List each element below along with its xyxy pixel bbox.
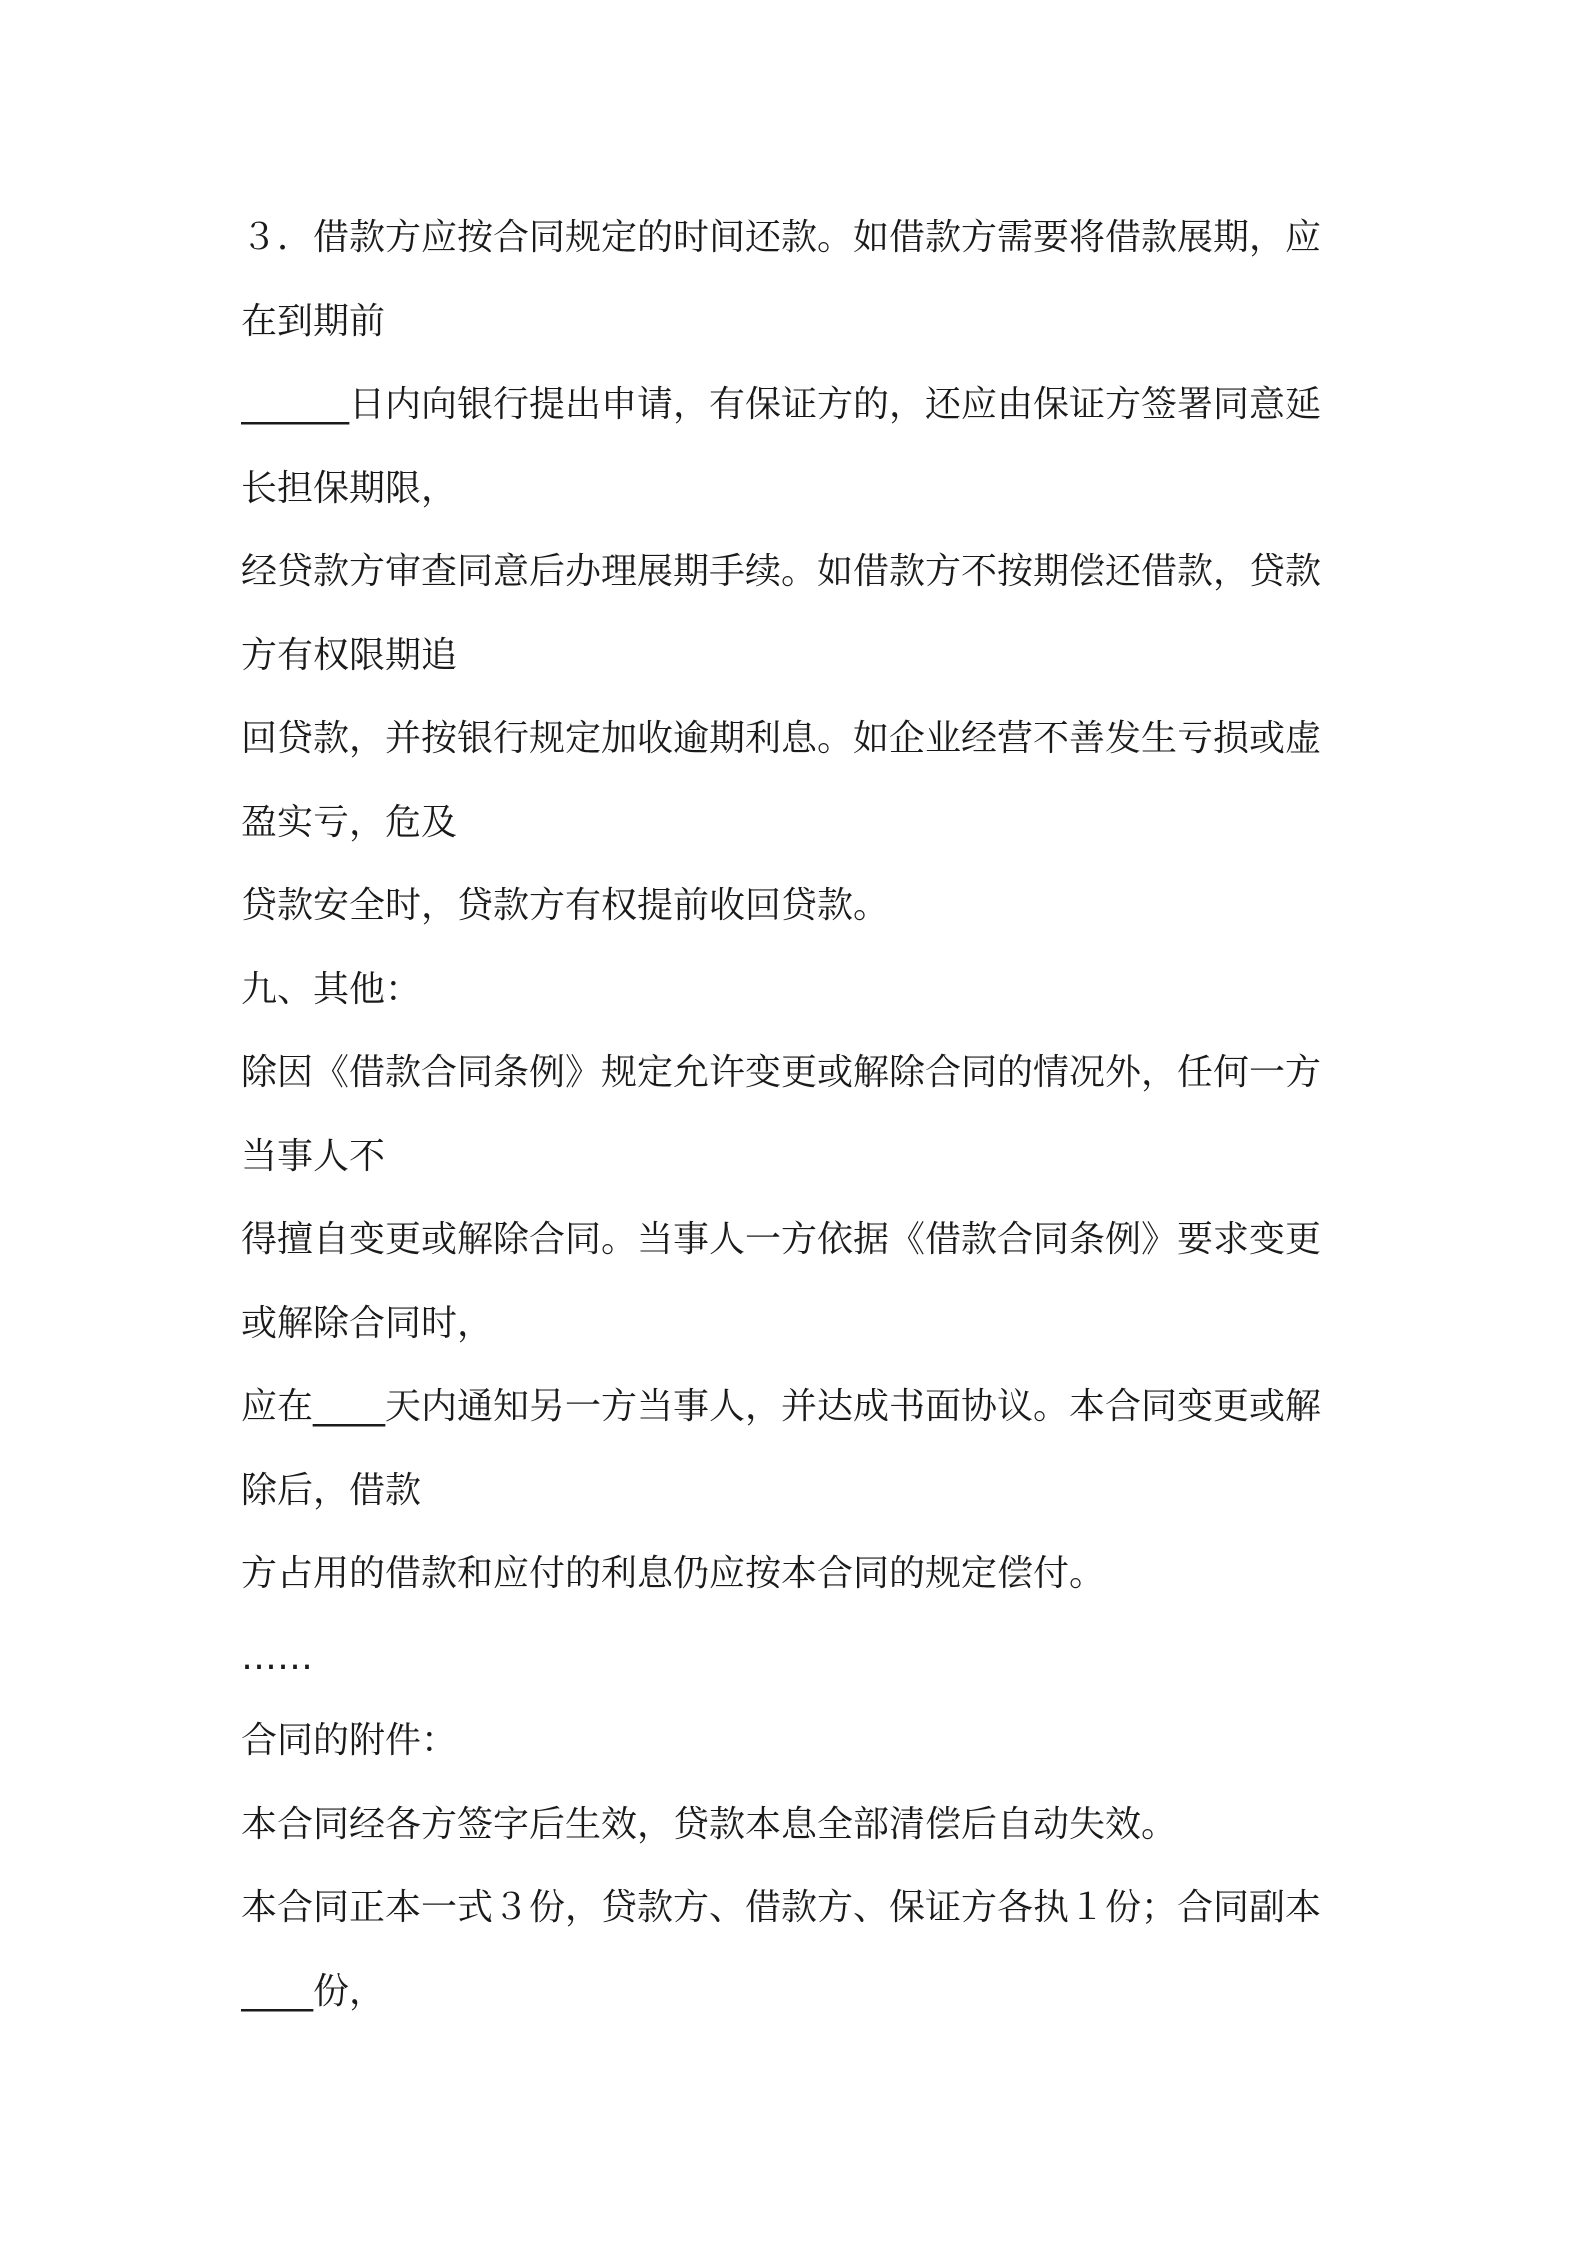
text-line: ３．借款方应按合同规定的时间还款。如借款方需要将借款展期，应 <box>241 217 1322 258</box>
text-line: ______日内向银行提出申请，有保证方的，还应由保证方签署同意延 <box>241 384 1322 425</box>
text-line: 当事人不 <box>241 1135 386 1177</box>
section-heading: 九、其他： <box>241 968 422 1010</box>
text-line: ____份， <box>241 1970 386 2012</box>
text-line: 或解除合同时， <box>241 1302 494 1344</box>
text-line: 除因《借款合同条例》规定允许变更或解除合同的情况外，任何一方 <box>241 1052 1322 1093</box>
text-line: 长担保期限， <box>241 467 458 509</box>
text-line: 在到期前 <box>241 300 386 342</box>
text-line: 回贷款，并按银行规定加收逾期利息。如企业经营不善发生亏损或虚 <box>241 718 1322 759</box>
text-line: 得擅自变更或解除合同。当事人一方依据《借款合同条例》要求变更 <box>241 1219 1322 1260</box>
text-line: 方占用的借款和应付的利息仍应按本合同的规定偿付。 <box>241 1553 1106 1594</box>
text-line: 经贷款方审查同意后办理展期手续。如借款方不按期偿还借款，贷款 <box>241 551 1322 592</box>
ellipsis: …… <box>241 1636 313 1678</box>
text-line: 方有权限期追 <box>241 634 458 676</box>
text-line: 盈实亏，危及 <box>241 801 458 843</box>
text-line: 应在____天内通知另一方当事人，并达成书面协议。本合同变更或解 <box>241 1386 1322 1427</box>
text-line: 贷款安全时，贷款方有权提前收回贷款。 <box>241 885 890 926</box>
section-heading: 合同的附件： <box>241 1720 458 1761</box>
contract-text <box>241 196 1361 2033</box>
text-line: 本合同经各方签字后生效，贷款本息全部清偿后自动失效。 <box>241 1803 1178 1845</box>
text-line: 本合同正本一式３份，贷款方、借款方、保证方各执１份；合同副本 <box>241 1887 1322 1928</box>
text-line: 除后，借款 <box>241 1469 422 1511</box>
